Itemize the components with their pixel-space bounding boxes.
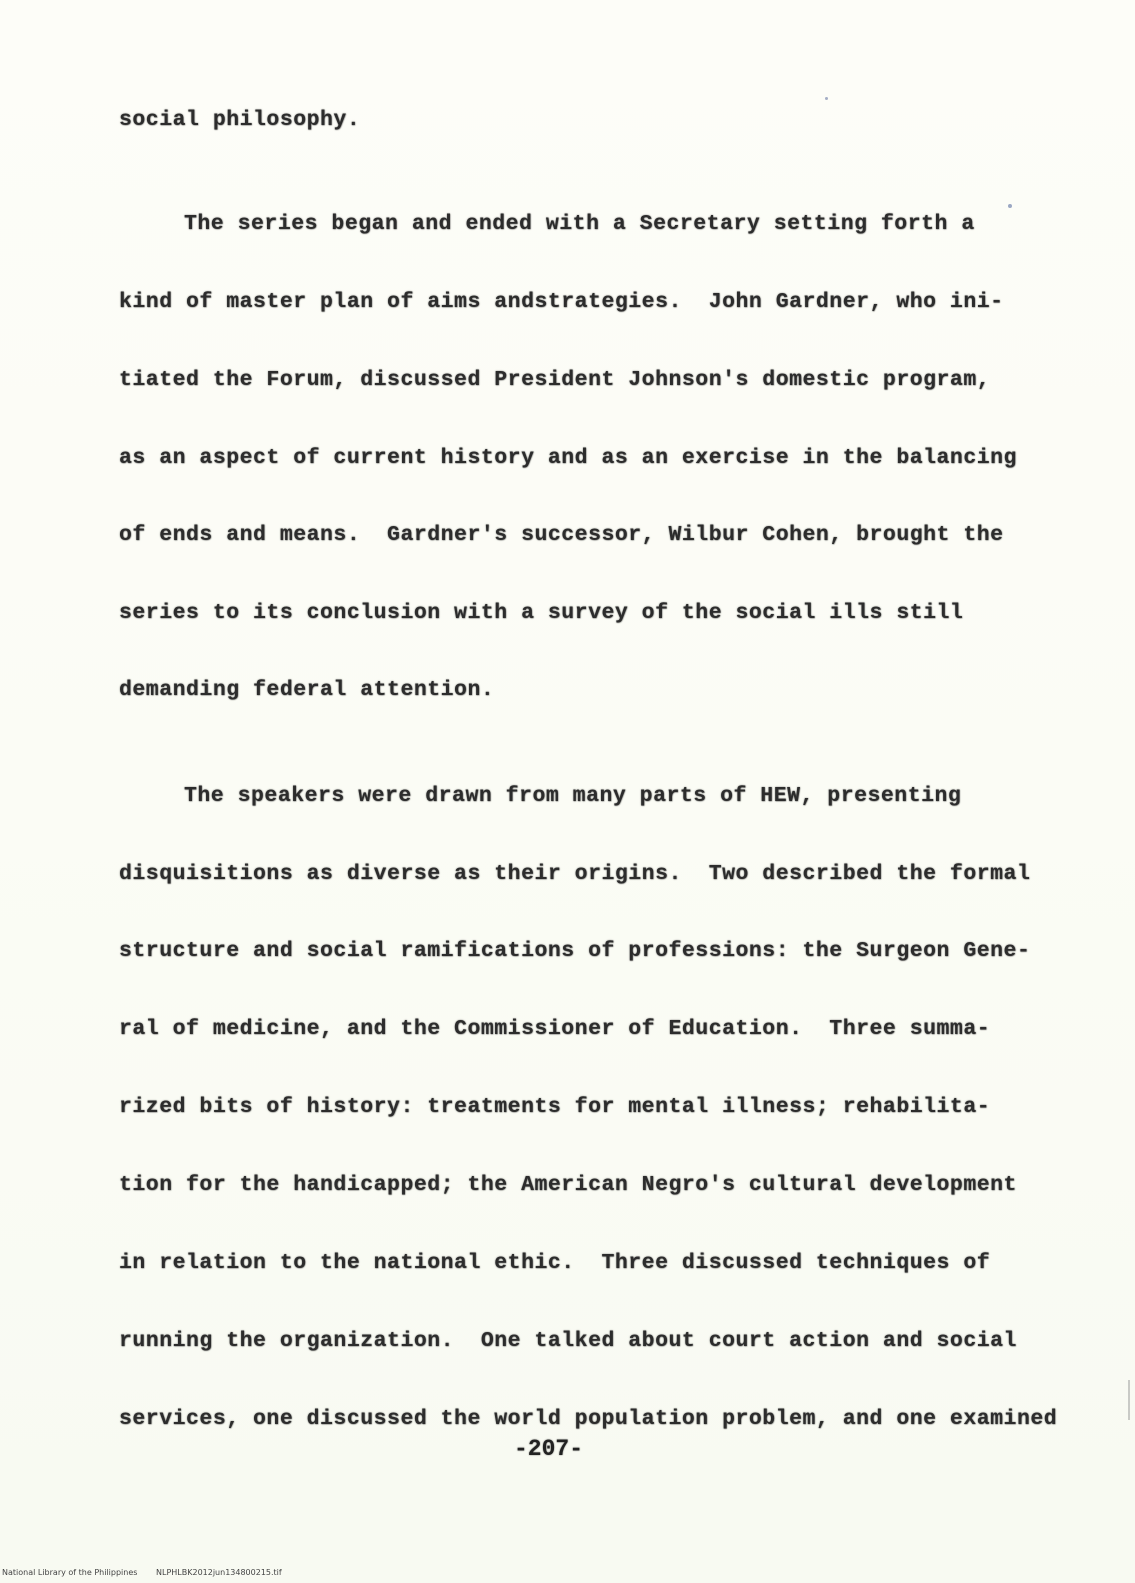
text-line-5: as an aspect of current history and as an exercise in the balancing <box>119 446 1017 470</box>
text-line-2: The series began and ended with a Secretary setting forth a <box>184 212 975 236</box>
page-number: -207- <box>514 1436 584 1462</box>
text-line-14: tion for the handicapped; the American Negro's cultural development <box>119 1173 1017 1197</box>
text-line-13: rized bits of history: treatments for mental illness; rehabilita- <box>119 1095 991 1119</box>
text-line-10: disquisitions as diverse as their origins. Two described the formal <box>119 862 1031 886</box>
text-line-6: of ends and means. Gardner's successor, Wilbur Cohen, brought the <box>119 523 1004 547</box>
text-line-8: demanding federal attention. <box>119 678 495 702</box>
footer-library: National Library of the Philippines <box>2 1568 138 1577</box>
text-line-4: tiated the Forum, discussed President Johnson's domestic program, <box>119 368 991 392</box>
text-line-1: social philosophy. <box>119 108 361 132</box>
text-line-12: ral of medicine, and the Commissioner of Education. Three summa- <box>119 1017 991 1041</box>
text-line-11: structure and social ramifications of professions: the Surgeon Gene- <box>119 939 1031 963</box>
text-line-3: kind of master plan of aims andstrategies. John Gardner, who ini- <box>119 290 1004 314</box>
footer-filename: NLPHLBK2012jun134800215.tif <box>156 1568 282 1577</box>
text-line-17: services, one discussed the world population problem, and one examined <box>119 1407 1058 1431</box>
paper-speck <box>825 97 828 100</box>
paper-speck <box>1008 204 1012 208</box>
text-line-7: series to its conclusion with a survey of the social ills still <box>119 601 964 625</box>
text-line-15: in relation to the national ethic. Three discussed techniques of <box>119 1251 991 1275</box>
text-line-9: The speakers were drawn from many parts of HEW, presenting <box>184 784 962 808</box>
text-line-16: running the organization. One talked about court action and social <box>119 1329 1017 1353</box>
edge-mark <box>1128 1380 1130 1420</box>
